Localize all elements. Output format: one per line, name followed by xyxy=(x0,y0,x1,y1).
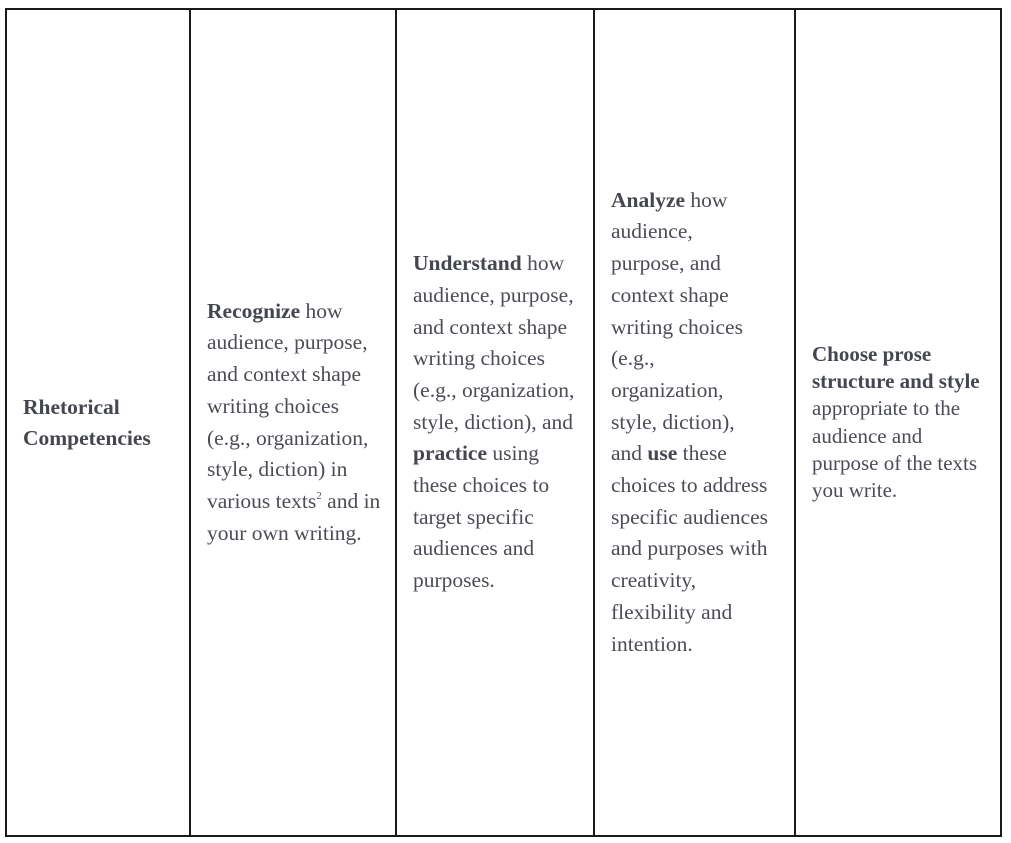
choose-body: appropriate to the audience and purpose of the texts you write. xyxy=(812,396,978,503)
analyze-text xyxy=(611,185,771,661)
recognize-text xyxy=(207,296,383,550)
understand-bold: Understand xyxy=(413,251,522,276)
use-bold: use xyxy=(647,441,678,466)
analyze-bold: Analyze xyxy=(611,187,686,212)
understand-tail: using these choices to target specific audiences and purposes. xyxy=(413,441,550,593)
choose-text xyxy=(812,341,982,505)
understand-body: how audience, purpose, and context shape writing choices (e.g., organization, style, diction), and xyxy=(413,251,575,434)
choose-cell xyxy=(796,10,1000,835)
recognize-bold: Recognize xyxy=(207,298,301,323)
understand-cell xyxy=(397,10,595,835)
choose-bold: Choose prose structure and style xyxy=(812,341,980,393)
recognize-cell xyxy=(191,10,397,835)
understand-text xyxy=(413,248,579,597)
recognize-tail: and in your own writing. xyxy=(207,488,381,545)
row-heading-cell xyxy=(7,10,191,835)
analyze-tail: these choices to address specific audiences and purposes with creativity, flexibility and intention. xyxy=(611,441,768,656)
analyze-body: how audience, purpose, and context shape writing choices (e.g., organization, style, diction), and xyxy=(611,187,743,466)
recognize-body: how audience, purpose, and context shape writing choices (e.g., organization, style, diction) in various texts xyxy=(207,298,369,513)
analyze-cell xyxy=(595,10,796,835)
footnote-marker: 2 xyxy=(316,489,322,502)
competency-table xyxy=(5,8,1002,837)
row-heading: Rhetorical Competencies xyxy=(23,394,151,450)
practice-bold: practice xyxy=(413,441,488,466)
